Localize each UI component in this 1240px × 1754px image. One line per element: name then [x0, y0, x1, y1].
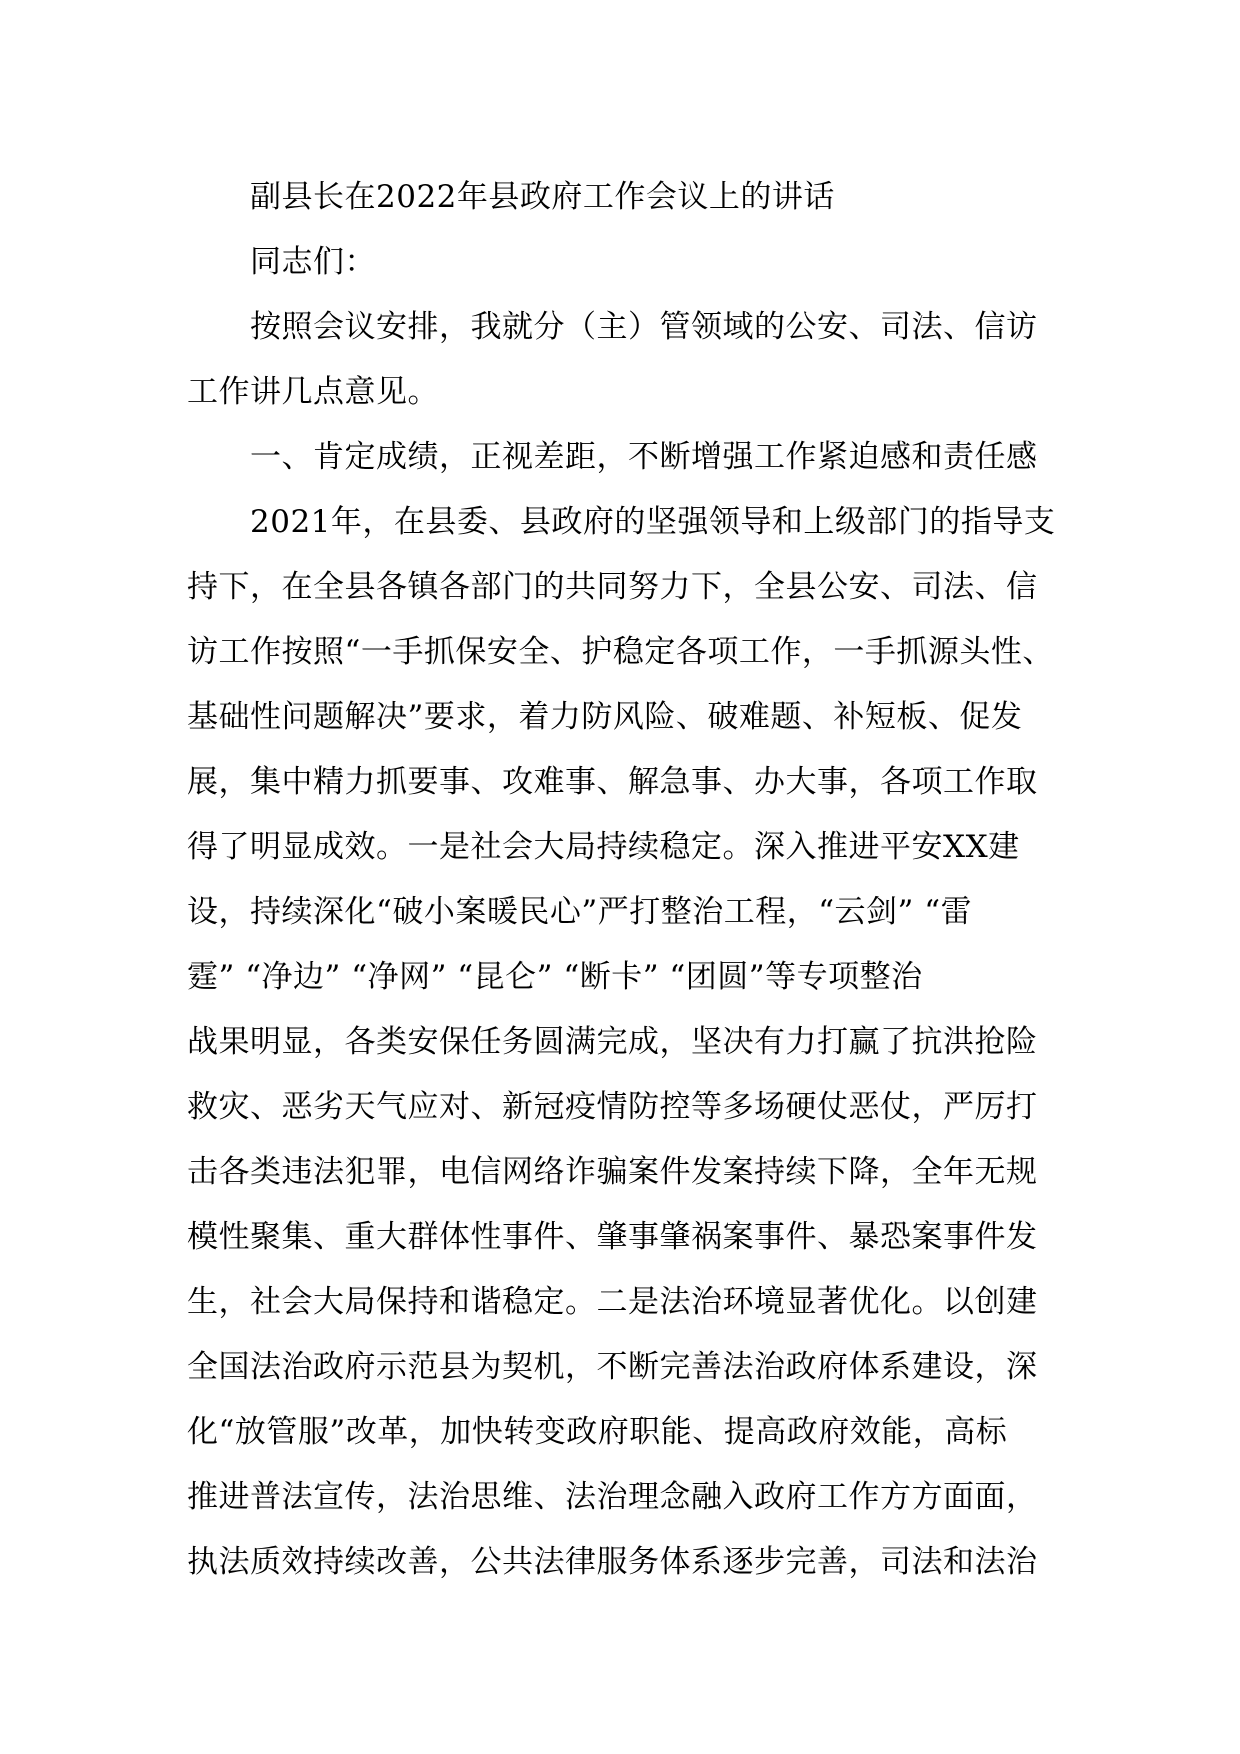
paragraph-line: 模性聚集、重大群体性事件、肇事肇祸案事件、暴恐案事件发 — [187, 1219, 1038, 1255]
paragraph-line: 访工作按照“一手抓保安全、护稳定各项工作，一手抓源头性、 — [187, 634, 1054, 670]
paragraph-line: 2021年，在县委、县政府的坚强领导和上级部门的指导支 — [250, 504, 1056, 540]
paragraph-line: 化“放管服”改革，加快转变政府职能、提高政府效能，高标 — [187, 1414, 1008, 1450]
section-heading-line: 一、肯定成绩，正视差距，不断增强工作紧迫感和责任感 — [250, 439, 1038, 475]
paragraph-line: 推进普法宣传，法治思维、法治理念融入政府工作方方面面， — [187, 1479, 1038, 1515]
paragraph-line: 得了明显成效。一是社会大局持续稳定。深入推进平安XX建 — [187, 829, 1020, 865]
paragraph-line: 按照会议安排，我就分（主）管领域的公安、司法、信访 — [250, 309, 1038, 345]
section-heading-1 — [187, 425, 1062, 490]
paragraph-line: 基础性问题解决”要求，着力防风险、破难题、补短板、促发 — [187, 699, 1023, 735]
body-paragraph-1 — [187, 490, 1062, 1595]
paragraph-line: 设，持续深化“破小案暖民心”严打整治工程，“云剑” “雷 — [187, 894, 973, 930]
paragraph-line: 救灾、恶劣天气应对、新冠疫情防控等多场硬仗恶仗，严厉打 — [187, 1089, 1038, 1125]
salutation: 同志们： — [250, 244, 376, 280]
paragraph-line: 击各类违法犯罪，电信网络诈骗案件发案持续下降，全年无规 — [187, 1154, 1038, 1190]
document-title: 副县长在2022年县政府工作会议上的讲话 — [250, 179, 835, 215]
paragraph-line: 工作讲几点意见。 — [187, 374, 439, 410]
paragraph-line: 展，集中精力抓要事、攻难事、解急事、办大事，各项工作取 — [187, 764, 1038, 800]
document-body — [187, 165, 1062, 1595]
paragraph-line: 全国法治政府示范县为契机，不断完善法治政府体系建设，深 — [187, 1349, 1038, 1385]
paragraph-line: 霆” “净边” “净网” “昆仑” “断卡” “团圆”等专项整治 — [187, 959, 923, 995]
paragraph-line: 生，社会大局保持和谐稳定。二是法治环境显著优化。以创建 — [187, 1284, 1038, 1320]
intro-paragraph — [187, 295, 1062, 425]
paragraph-line: 战果明显，各类安保任务圆满完成，坚决有力打赢了抗洪抢险 — [187, 1024, 1038, 1060]
paragraph-line: 执法质效持续改善，公共法律服务体系逐步完善，司法和法治 — [187, 1544, 1038, 1580]
paragraph-line: 持下，在全县各镇各部门的共同努力下，全县公安、司法、信 — [187, 569, 1038, 605]
